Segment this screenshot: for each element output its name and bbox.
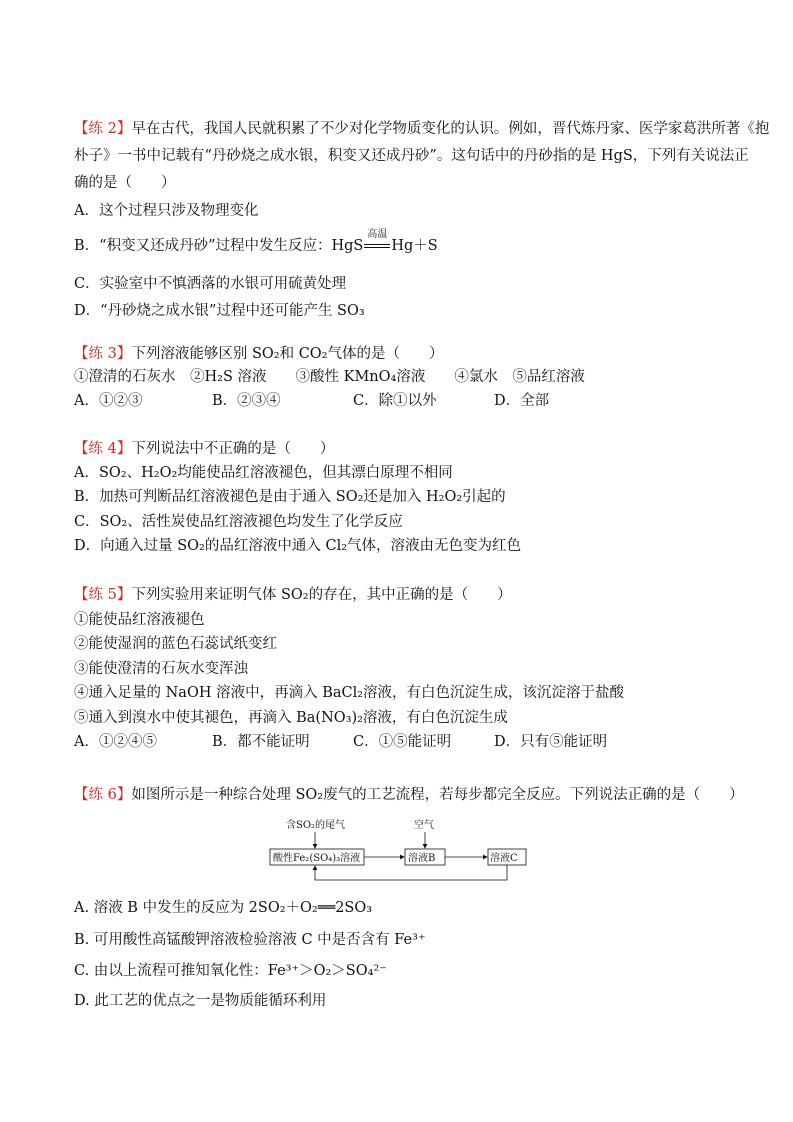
q3-list: ①澄清的石灰水 ②H₂S 溶液 ③酸性 KMnO₄溶液 ④氯水 ⑤品红溶液 bbox=[74, 369, 585, 385]
q3-options: A．①②③ B．②③④ C．除①以外 D．全部 bbox=[74, 393, 550, 409]
q5-options: A．①②④⑤ B．都不能证明 C．①⑤能证明 D．只有⑤能证明 bbox=[74, 734, 608, 750]
q4-option-b: B．加热可判断品红溶液褪色是由于通入 SO₂还是加入 H₂O₂引起的 bbox=[74, 489, 506, 505]
q6-option-d: D. 此工艺的优点之一是物质能循环利用 bbox=[74, 993, 327, 1009]
q6-option-a: A. 溶液 B 中发生的反应为 2SO₂＋O₂══2SO₃ bbox=[74, 900, 373, 916]
q5-item-5: ⑤通入到溴水中使其褪色，再滴入 Ba(NO₃)₂溶液，有白色沉淀生成 bbox=[74, 710, 508, 726]
q2-stem-3: 确的是（ ） bbox=[74, 175, 176, 191]
flow-label-tail-gas: 含SO₂的尾气 bbox=[286, 820, 346, 831]
q6-option-c: C. 由以上流程可推知氧化性：Fe³⁺＞O₂＞SO₄²⁻ bbox=[74, 963, 387, 979]
q2-option-b: B．“积变又还成丹砂”过程中发生反应：HgS 高温 Hg＋S bbox=[74, 229, 438, 254]
q6-option-b: B. 可用酸性高锰酸钾溶液检验溶液 C 中是否含有 Fe³⁺ bbox=[74, 932, 426, 948]
q2-option-a: A．这个过程只涉及物理变化 bbox=[74, 203, 259, 219]
flow-box-a-label: 酸性Fe₂(SO₄)₃溶液 bbox=[273, 853, 361, 864]
q4-option-c: C．SO₂、活性炭使品红溶液褪色均发生了化学反应 bbox=[74, 514, 403, 530]
q2-stem-line-1 bbox=[74, 119, 769, 139]
q2-option-d: D．“丹砂烧之成水银”过程中还可能产生 SO₃ bbox=[74, 303, 365, 319]
q2-stem-line-2 bbox=[74, 146, 749, 166]
flow-box-c-label: 溶液C bbox=[490, 853, 518, 864]
flow-recycle-arrow bbox=[315, 865, 507, 880]
q4-stem: 【练 4】下列说法中不正确的是（ ） bbox=[74, 441, 335, 457]
q5-item-2: ②能使湿润的蓝色石蕊试纸变红 bbox=[74, 636, 277, 652]
q2-tag: 【练 2】 bbox=[74, 121, 132, 137]
flow-label-air: 空气 bbox=[414, 820, 434, 831]
q2-equation: HgS 高温 Hg＋S bbox=[331, 229, 438, 254]
q5-stem: 【练 5】下列实验用来证明气体 SO₂的存在，其中正确的是（ ） bbox=[74, 587, 512, 603]
q4-option-a: A．SO₂、H₂O₂均能使品红溶液褪色，但其漂白原理不相同 bbox=[74, 465, 453, 481]
q4-option-d: D．向通入过量 SO₂的品红溶液中通入 Cl₂气体，溶液由无色变为红色 bbox=[74, 538, 522, 554]
q5-item-3: ③能使澄清的石灰水变浑浊 bbox=[74, 661, 248, 677]
q3-stem: 【练 3】下列溶液能够区别 SO₂和 CO₂气体的是（ ） bbox=[74, 346, 444, 362]
flow-box-b-label: 溶液B bbox=[408, 853, 436, 864]
process-flow-svg bbox=[268, 818, 528, 886]
q2-stem-line-3 bbox=[74, 173, 176, 193]
q5-item-1: ①能使品红溶液褪色 bbox=[74, 612, 205, 628]
q2-stem-1: 早在古代，我国人民就积累了不少对化学物质变化的认识。例如，晋代炼丹家、医学家葛洪所著《抱 bbox=[131, 121, 770, 137]
q2-option-c: C．实验室中不慎洒落的水银可用硫黄处理 bbox=[74, 276, 347, 292]
reaction-arrow: 高温 bbox=[363, 236, 391, 256]
q2-stem-2: 朴子》一书中记载有“丹砂烧之成水银，积变又还成丹砂”。这句话中的丹砂指的是 HgS，下列有关说法正 bbox=[74, 148, 749, 164]
q5-item-4: ④通入足量的 NaOH 溶液中，再滴入 BaCl₂溶液，有白色沉淀生成，该沉淀溶于盐酸 bbox=[74, 685, 625, 701]
process-flow-diagram bbox=[268, 818, 528, 886]
q6-stem: 【练 6】如图所示是一种综合处理 SO₂废气的工艺流程，若每步都完全反应。下列说法正确的是（ ） bbox=[74, 787, 744, 803]
